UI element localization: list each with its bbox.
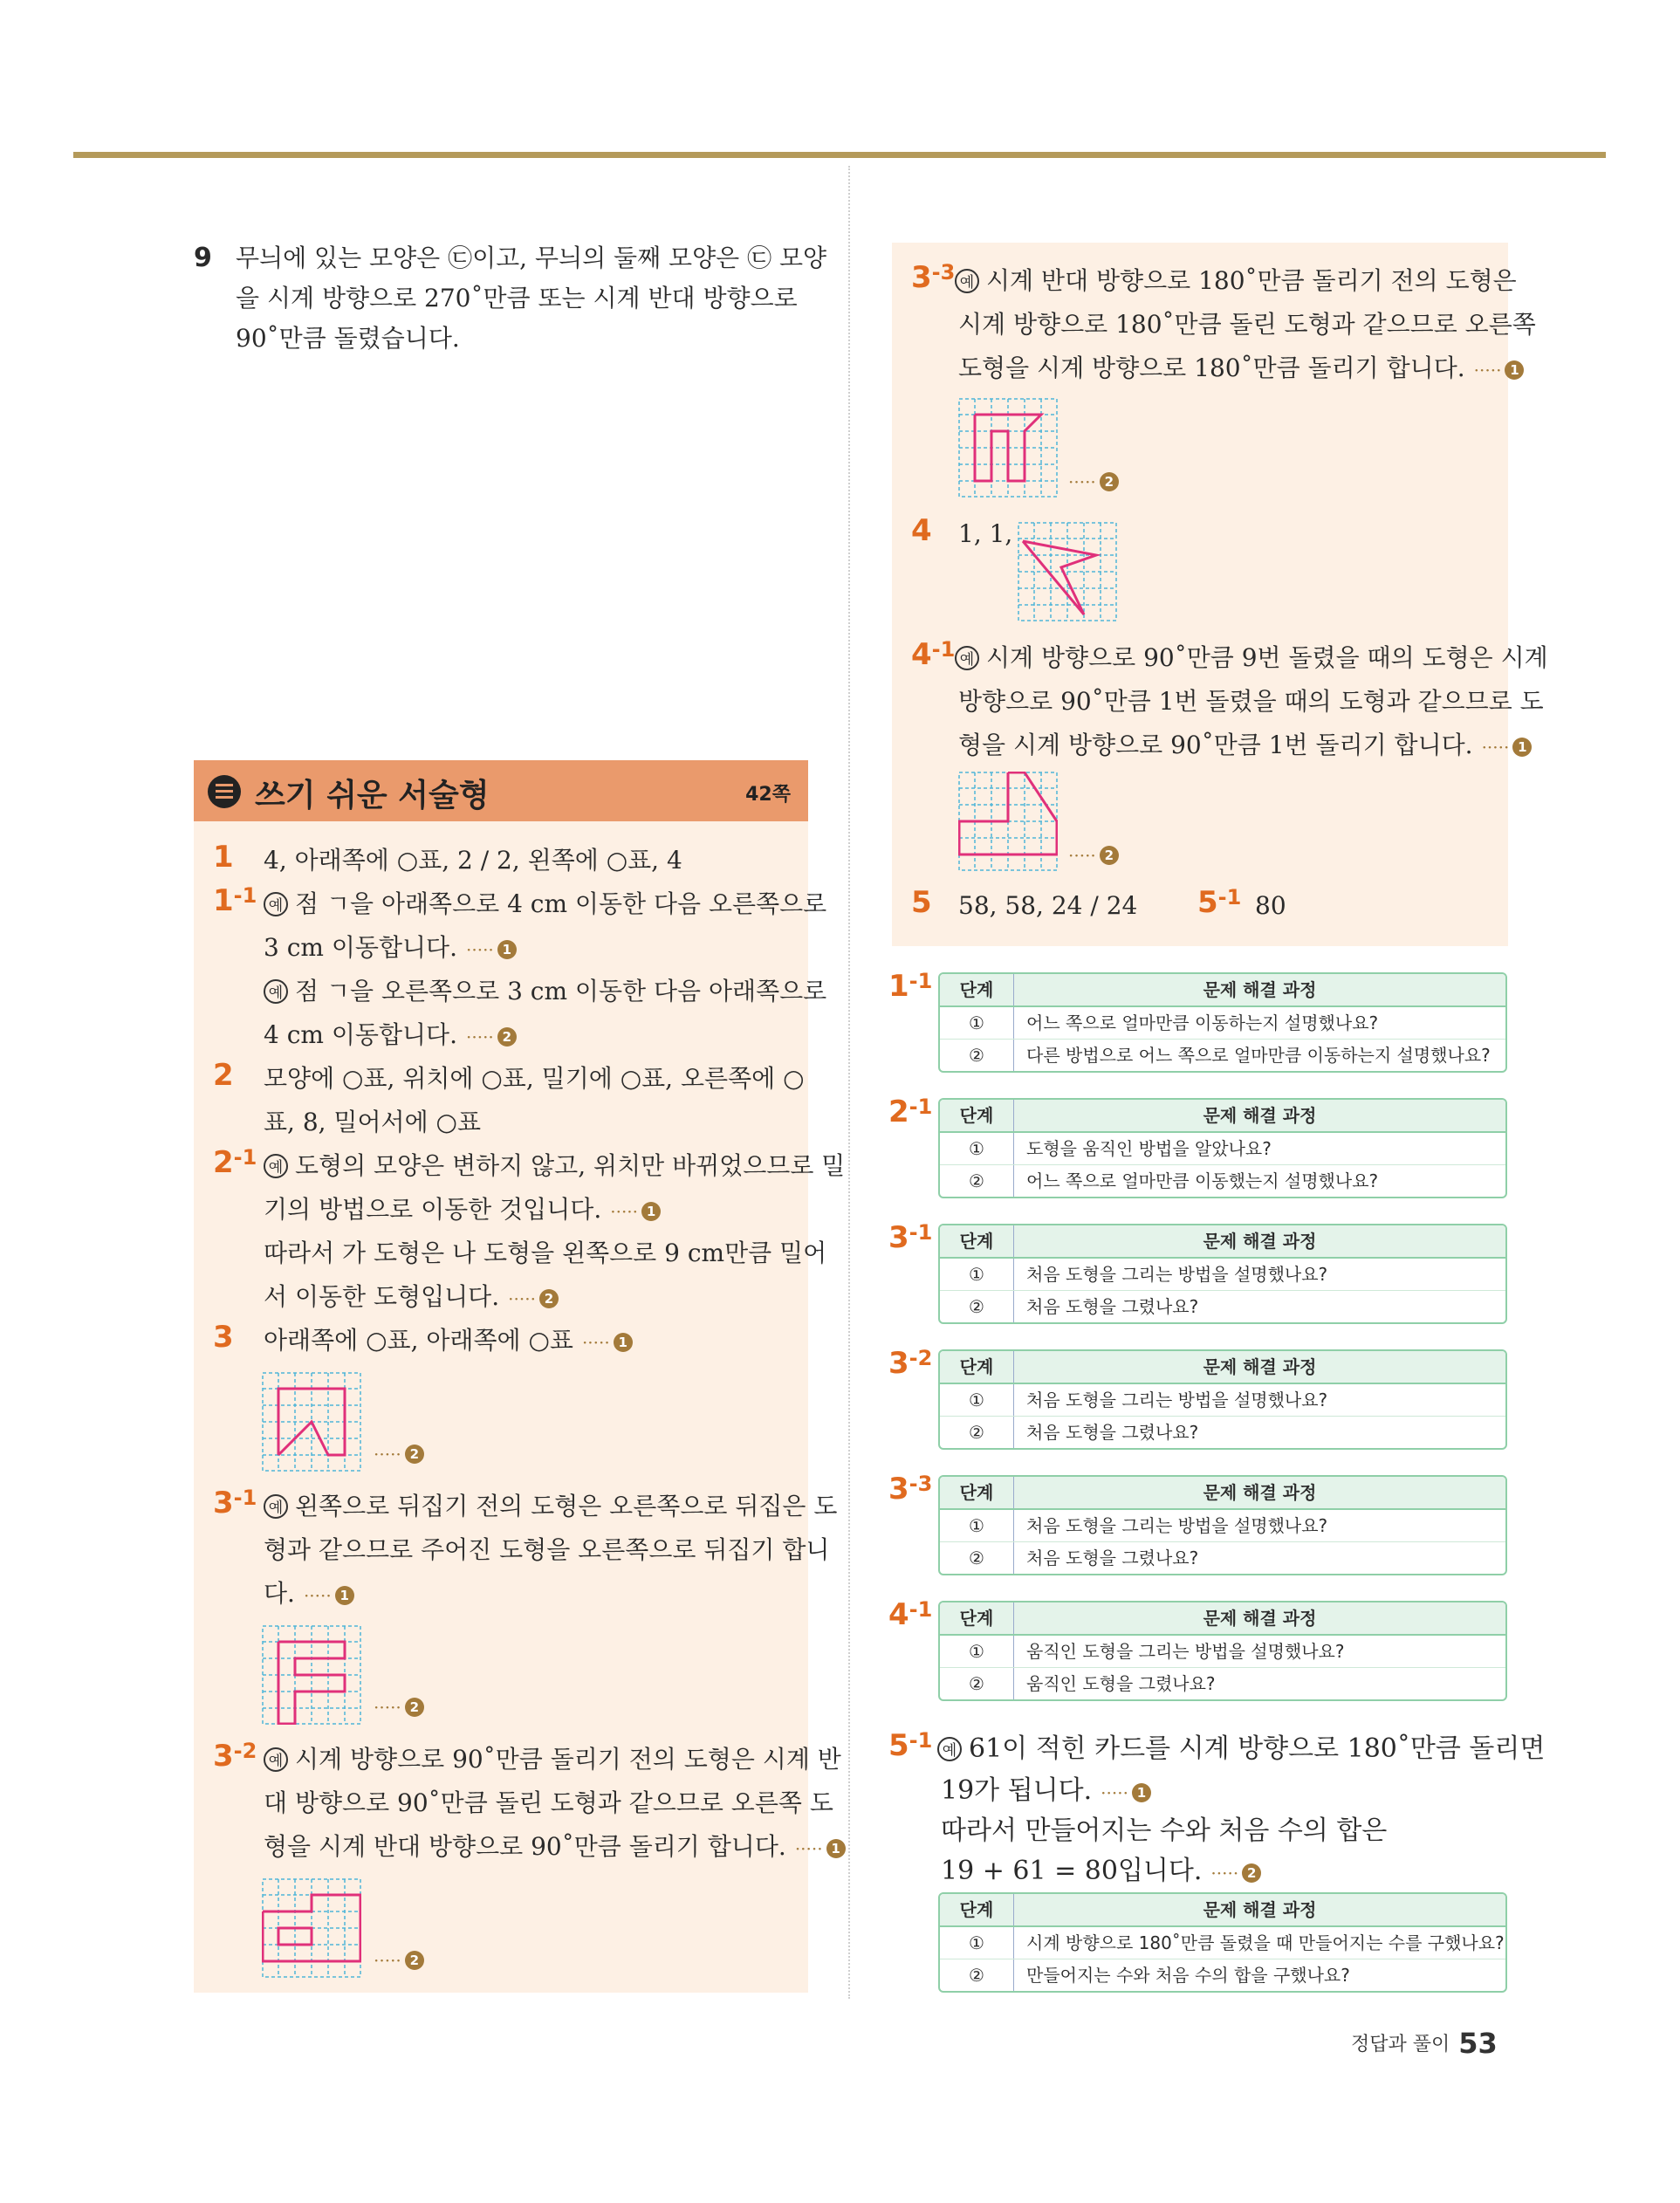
step-2-badge: 2 bbox=[1100, 846, 1119, 865]
table-row: ② 만들어지는 수와 처음 수의 합을 구했나요? bbox=[940, 1959, 1505, 1991]
answer-4-figure bbox=[1018, 522, 1117, 621]
answer-number: 1 bbox=[213, 840, 234, 875]
step-1-badge: 1 bbox=[1132, 1783, 1151, 1802]
answer-number: 2 bbox=[213, 1058, 234, 1093]
table-label: $3^{-1}$ bbox=[888, 1220, 933, 1255]
answer-number: 3 bbox=[213, 1320, 234, 1355]
answer-line: 표, 8, 밀어서에 ○표 bbox=[264, 1108, 482, 1136]
step-2-badge: 2 bbox=[405, 1445, 424, 1464]
step-mark: ····· 2 bbox=[1059, 833, 1119, 876]
table-header: 단계 문제 해결 과정 bbox=[940, 1477, 1505, 1510]
table-row: ② 처음 도형을 그렸나요? bbox=[940, 1291, 1505, 1322]
answer-line: 1, 1, bbox=[958, 519, 1013, 548]
answer-line: 예 왼쪽으로 뒤집기 전의 도형은 오른쪽으로 뒤집은 도 bbox=[264, 1486, 837, 1527]
example-mark: 예 bbox=[264, 979, 288, 1004]
example-mark: 예 bbox=[937, 1737, 962, 1761]
section-title: 쓰기 쉬운 서술형 bbox=[255, 778, 490, 813]
step-2-badge: 2 bbox=[1100, 472, 1119, 491]
answer-line: 도형을 시계 방향으로 180˚만큼 돌리기 합니다. ····· 1 bbox=[958, 347, 1524, 391]
answer-number: $3^{-1}$ bbox=[213, 1486, 257, 1520]
table-header: 단계 문제 해결 과정 bbox=[940, 1602, 1505, 1636]
answer-3-1-figure bbox=[262, 1625, 361, 1725]
scoring-table-5-1 bbox=[938, 1892, 1507, 1993]
answer-number: 5 bbox=[911, 885, 932, 920]
table-row: ② 다른 방법으로 어느 쪽으로 얼마만큼 이동하는지 설명했나요? bbox=[940, 1040, 1505, 1071]
answer-3-3-figure bbox=[958, 398, 1058, 498]
answer-line: 대 방향으로 90˚만큼 돌린 도형과 같으므로 오른쪽 도 bbox=[264, 1788, 833, 1817]
table-row: ① 처음 도형을 그리는 방법을 설명했나요? bbox=[940, 1510, 1505, 1542]
page-footer bbox=[1351, 2027, 1498, 2060]
example-mark: 예 bbox=[264, 892, 288, 916]
answer-text: 4, 아래쪽에 ○표, 2 / 2, 왼쪽에 ○표, 4 bbox=[264, 846, 682, 875]
step-1-badge: 1 bbox=[335, 1586, 354, 1605]
section-header bbox=[194, 760, 808, 821]
answer-line: 형과 같으므로 주어진 도형을 오른쪽으로 뒤집기 합니 bbox=[264, 1535, 830, 1564]
q9-line: 을 시계 방향으로 270˚만큼 또는 시계 반대 방향으로 bbox=[236, 284, 798, 312]
answer-line: 형을 시계 방향으로 90˚만큼 1번 돌리기 합니다. ····· 1 bbox=[958, 724, 1532, 768]
answer-line: 19가 됩니다. ····· 1 bbox=[941, 1770, 1151, 1814]
example-mark: 예 bbox=[264, 1494, 288, 1519]
list-icon bbox=[208, 775, 241, 808]
answer-3-figure bbox=[262, 1372, 361, 1472]
top-rule bbox=[73, 152, 1606, 158]
step-2-badge: 2 bbox=[497, 1027, 517, 1047]
step-1-badge: 1 bbox=[826, 1839, 846, 1858]
table-label: $2^{-1}$ bbox=[888, 1095, 933, 1129]
page-number: 53 bbox=[1458, 2027, 1498, 2060]
step-2-badge: 2 bbox=[1242, 1863, 1261, 1883]
q9-line: 90˚만큼 돌렸습니다. bbox=[236, 324, 460, 353]
scoring-table bbox=[938, 1224, 1507, 1324]
table-row: ① 움직인 도형을 그리는 방법을 설명했나요? bbox=[940, 1636, 1505, 1668]
section-page-ref: 42쪽 bbox=[745, 784, 791, 806]
table-header: 단계 문제 해결 과정 bbox=[940, 1351, 1505, 1384]
answer-line: 서 이동한 도형입니다. ····· 2 bbox=[264, 1276, 559, 1320]
scoring-table bbox=[938, 1349, 1507, 1450]
example-mark: 예 bbox=[955, 646, 979, 670]
answer-number: 4 bbox=[911, 513, 932, 548]
answer-line: 아래쪽에 ○표, 아래쪽에 ○표 ····· 1 bbox=[264, 1320, 633, 1363]
answer-line: 기의 방법으로 이동한 것입니다. ····· 1 bbox=[264, 1189, 661, 1232]
answer-number: $1^{-1}$ bbox=[213, 883, 257, 918]
answer-number: $3^{-2}$ bbox=[213, 1739, 257, 1774]
step-2-badge: 2 bbox=[539, 1289, 559, 1308]
table-label: $3^{-2}$ bbox=[888, 1346, 933, 1381]
answer-line: 80 bbox=[1255, 891, 1286, 920]
table-row: ① 시계 방향으로 180˚만큼 돌렸을 때 만들어지는 수를 구했나요? bbox=[940, 1927, 1505, 1959]
step-1-badge: 1 bbox=[614, 1333, 633, 1352]
answer-line: 19 + 61 = 80입니다. ····· 2 bbox=[941, 1850, 1261, 1894]
column-divider bbox=[848, 166, 850, 1999]
answer-line: 다. ····· 1 bbox=[264, 1573, 354, 1616]
table-label: $4^{-1}$ bbox=[888, 1597, 933, 1632]
scoring-table bbox=[938, 1098, 1507, 1198]
answer-number: $5^{-1}$ bbox=[1197, 885, 1242, 920]
scoring-table bbox=[938, 1601, 1507, 1701]
footer-label: 정답과 풀이 bbox=[1351, 2034, 1450, 2055]
table-label: $3^{-3}$ bbox=[888, 1472, 933, 1506]
example-mark: 예 bbox=[264, 1154, 288, 1178]
answer-line: 예 도형의 모양은 변하지 않고, 위치만 바뀌었으므로 밀 bbox=[264, 1145, 845, 1187]
step-mark: ····· 2 bbox=[365, 1685, 424, 1728]
table-header: 단계 문제 해결 과정 bbox=[940, 974, 1505, 1007]
table-row: ② 어느 쪽으로 얼마만큼 이동했는지 설명했나요? bbox=[940, 1165, 1505, 1197]
example-mark: 예 bbox=[955, 269, 979, 293]
step-mark: ····· 2 bbox=[365, 1938, 424, 1981]
answer-line: 따라서 가 도형은 나 도형을 왼쪽으로 9 cm만큼 밀어 bbox=[264, 1239, 827, 1267]
answer-line: 예 61이 적힌 카드를 시계 방향으로 180˚만큼 돌리면 bbox=[937, 1728, 1545, 1770]
table-header: 단계 문제 해결 과정 bbox=[940, 1225, 1505, 1259]
answer-line: 예 시계 방향으로 90˚만큼 9번 돌렸을 때의 도형은 시계 bbox=[955, 637, 1548, 679]
answer-line: 시계 방향으로 180˚만큼 돌린 도형과 같으므로 오른쪽 bbox=[958, 310, 1536, 339]
table-header: 단계 문제 해결 과정 bbox=[940, 1100, 1505, 1133]
answer-number: $3^{-3}$ bbox=[911, 260, 956, 295]
answer-line: 모양에 ○표, 위치에 ○표, 밀기에 ○표, 오른쪽에 ○ bbox=[264, 1064, 805, 1093]
answer-number: $2^{-1}$ bbox=[213, 1145, 257, 1180]
answer-line: 예 점 ㄱ을 아래쪽으로 4 cm 이동한 다음 오른쪽으로 bbox=[264, 883, 826, 925]
answer-number: $4^{-1}$ bbox=[911, 637, 956, 672]
answer-line: 예 시계 반대 방향으로 180˚만큼 돌리기 전의 도형은 bbox=[955, 260, 1517, 302]
table-row: ① 어느 쪽으로 얼마만큼 이동하는지 설명했나요? bbox=[940, 1007, 1505, 1040]
table-row: ① 처음 도형을 그리는 방법을 설명했나요? bbox=[940, 1384, 1505, 1417]
answer-line: 3 cm 이동합니다. ····· 1 bbox=[264, 927, 517, 971]
step-mark: ····· 2 bbox=[365, 1431, 424, 1475]
example-mark: 예 bbox=[264, 1747, 288, 1772]
answer-line: 방향으로 90˚만큼 1번 돌렸을 때의 도형과 같으므로 도 bbox=[958, 687, 1544, 716]
answer-3-2-figure bbox=[262, 1878, 361, 1978]
answer-4-1-figure bbox=[958, 772, 1058, 871]
table-row: ② 처음 도형을 그렸나요? bbox=[940, 1542, 1505, 1574]
scoring-table bbox=[938, 972, 1507, 1073]
answer-line: 예 점 ㄱ을 오른쪽으로 3 cm 이동한 다음 아래쪽으로 bbox=[264, 971, 826, 1012]
table-row: ① 처음 도형을 그리는 방법을 설명했나요? bbox=[940, 1259, 1505, 1291]
table-row: ② 움직인 도형을 그렸나요? bbox=[940, 1668, 1505, 1699]
answer-number: $5^{-1}$ bbox=[888, 1728, 933, 1763]
question-number: 9 bbox=[194, 243, 212, 273]
answer-line: 예 시계 방향으로 90˚만큼 돌리기 전의 도형은 시계 반 bbox=[264, 1739, 841, 1781]
table-label: $1^{-1}$ bbox=[888, 969, 933, 1004]
scoring-table bbox=[938, 1475, 1507, 1575]
step-1-badge: 1 bbox=[1505, 360, 1524, 380]
q9-line: 무늬에 있는 모양은 ㉢이고, 무늬의 둘째 모양은 ㉢ 모양 bbox=[236, 244, 827, 272]
answer-line: 58, 58, 24 / 24 bbox=[958, 891, 1138, 920]
answer-line: 따라서 만들어지는 수와 처음 수의 합은 bbox=[941, 1815, 1388, 1846]
step-2-badge: 2 bbox=[405, 1698, 424, 1717]
step-mark: ····· 2 bbox=[1059, 459, 1119, 503]
answer-line: 4 cm 이동합니다. ····· 2 bbox=[264, 1014, 517, 1058]
step-1-badge: 1 bbox=[1512, 738, 1532, 757]
answer-line: 형을 시계 반대 방향으로 90˚만큼 돌리기 합니다. ····· 1 bbox=[264, 1826, 846, 1870]
step-1-badge: 1 bbox=[497, 940, 517, 959]
table-row: ① 도형을 움직인 방법을 알았나요? bbox=[940, 1133, 1505, 1165]
table-row: ② 처음 도형을 그렸나요? bbox=[940, 1417, 1505, 1448]
step-1-badge: 1 bbox=[641, 1202, 661, 1221]
table-header: 단계 문제 해결 과정 bbox=[940, 1894, 1505, 1927]
step-2-badge: 2 bbox=[405, 1951, 424, 1970]
